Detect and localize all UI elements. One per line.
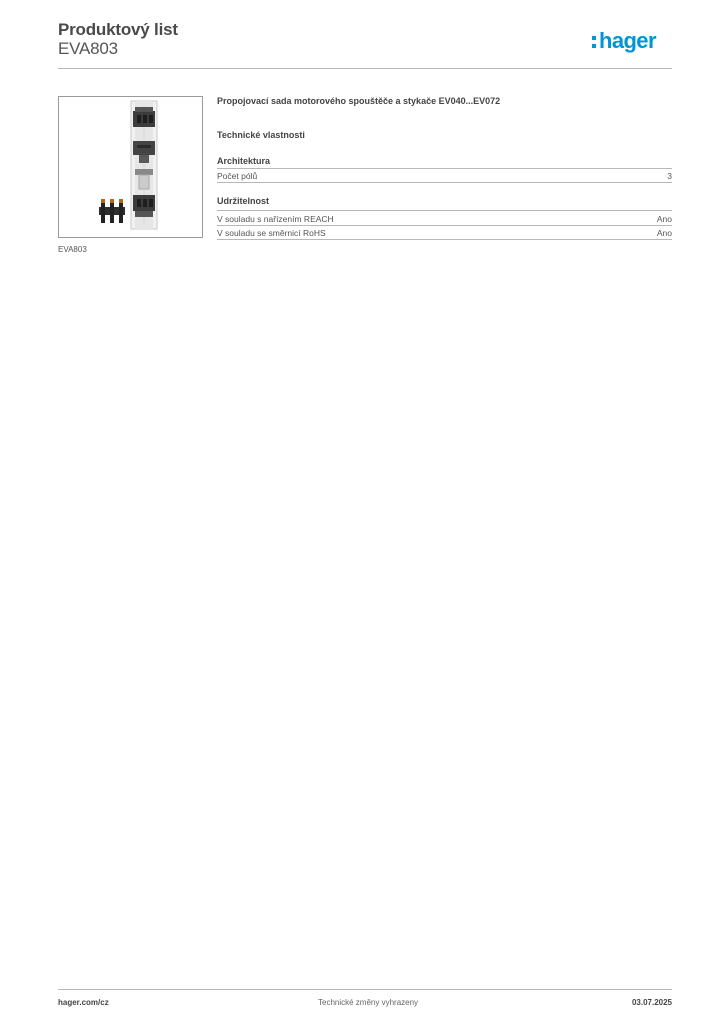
page-title: Produktový list xyxy=(58,20,178,39)
spec-value: 3 xyxy=(667,171,672,181)
section-title: Technické vlastnosti xyxy=(217,130,305,140)
footer-divider xyxy=(58,989,672,990)
group-title-architektura: Architektura xyxy=(217,156,271,166)
header-divider xyxy=(58,68,672,69)
spec-value: Ano xyxy=(656,228,672,238)
image-caption: EVA803 xyxy=(58,245,87,254)
group-divider xyxy=(217,210,672,211)
spec-row xyxy=(217,226,672,240)
spec-label: V souladu s nařízením REACH xyxy=(217,214,334,224)
spec-label: V souladu se směrnicí RoHS xyxy=(217,228,326,238)
hager-logo-mark xyxy=(592,33,598,49)
spec-label: Počet pólů xyxy=(217,171,258,181)
group-title-udrzitelnost: Udržitelnost xyxy=(217,196,270,206)
footer-date: 03.07.2025 xyxy=(631,998,672,1007)
footer-website-link[interactable]: hager.com/cz xyxy=(58,998,109,1007)
product-illustration xyxy=(59,97,202,237)
product-code: EVA803 xyxy=(58,39,118,58)
spec-row xyxy=(217,169,672,183)
footer-note: Technické změny vyhrazeny xyxy=(318,998,419,1007)
hager-logo: hager xyxy=(599,28,656,53)
product-image xyxy=(58,96,203,238)
product-description: Propojovací sada motorového spouštěče a stykače EV040...EV072 xyxy=(217,96,501,106)
spec-row xyxy=(217,212,672,226)
spec-value: Ano xyxy=(656,214,672,224)
